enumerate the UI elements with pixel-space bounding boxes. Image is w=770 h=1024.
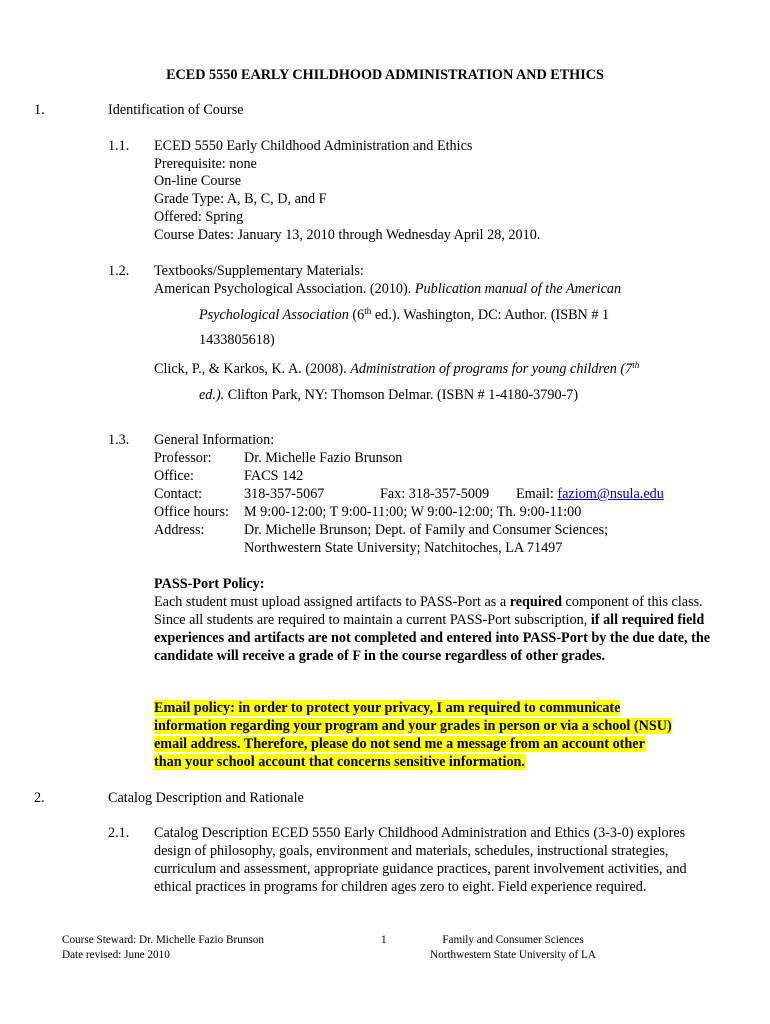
section-1-heading: Identification of Course [108,102,244,118]
email-policy-line-4: than your school account that concerns sensitive information. [154,754,525,770]
footer-date-revised: Date revised: June 2010 [62,949,170,961]
address-line-1: Dr. Michelle Brunson; Dept. of Family and Consumer Sciences; [244,522,609,538]
reference-1-line-2: Psychological Association (6th ed.). Washington, DC: Author. (ISBN # 1 [199,306,610,323]
contact-label: Contact: [154,486,203,502]
office-hours-label: Office hours: [154,504,229,520]
subsection-1-1-number: 1.1. [108,138,130,154]
address-label: Address: [154,522,205,538]
passport-heading: PASS-Port Policy: [154,576,265,592]
office-value: FACS 142 [244,468,304,484]
email-policy-line-3: email address. Therefore, please do not send me a message from an account other [154,736,645,752]
reference-2-line-2: ed.). Clifton Park, NY: Thomson Delmar. (ISBN # 1-4180-3790-7) [199,387,579,403]
professor-label: Professor: [154,450,212,466]
footer-page-number: 1 [381,934,387,946]
reference-1-title-part-2: Psychological Association [199,307,349,323]
reference-1-title-part-1: Publication manual of the American [414,281,622,297]
footer-department: Family and Consumer Sciences [442,934,584,946]
section-1-number: 1. [34,102,45,118]
office-label: Office: [154,468,194,484]
subsection-1-2-number: 1.2. [108,263,130,279]
phone-number: 318-357-5067 [244,486,325,502]
fax-number: Fax: 318-357-5009 [380,486,490,502]
section-2-heading: Catalog Description and Rationale [108,790,304,806]
footer-course-steward: Course Steward: Dr. Michelle Fazio Brunson [62,934,264,946]
subsection-1-3-number: 1.3. [108,432,130,448]
general-info-heading: General Information: [154,432,275,448]
catalog-description: Catalog Description ECED 5550 Early Childhood Administration and Ethics (3-3-0) explores design of philosophy, goals, environment and materials, schedules, instructional strategies, curriculum and assessment, appropriate guidance practices, parent involvement activities, and ethical practices in programs for children ages zero to eight. Field experience required. [154,825,687,895]
textbooks-heading: Textbooks/Supplementary Materials: [154,263,364,279]
reference-2-line-1: Click, P., & Karkos, K. A. (2008). Administration of programs for young children (7th [154,360,640,377]
section-2-number: 2. [34,790,45,806]
course-name-line: ECED 5550 Early Childhood Administration and Ethics [154,138,473,154]
reference-1-isbn: 1433805618) [199,332,275,348]
grade-type-line: Grade Type: A, B, C, D, and F [154,191,327,207]
offered-line: Offered: Spring [154,209,244,225]
passport-policy-text: Each student must upload assigned artifacts to PASS-Port as a required component of this class. Since all students are required to maintain a current PASS-Port subscription, if all required field experiences and artifacts are not completed and entered into PASS-Port by the due date, the candidate will receive a grade of F in the course regardless of other grades. [154,594,711,664]
email-policy-line-1: Email policy: in order to protect your privacy, I am required to communicate [154,700,621,716]
email-link[interactable]: faziom@nsula.edu [557,486,664,502]
reference-1-line-1: American Psychological Association. (2010). Publication manual of the American [154,281,622,297]
prerequisite-line: Prerequisite: none [154,156,257,172]
document-title: ECED 5550 EARLY CHILDHOOD ADMINISTRATION AND ETHICS [166,67,604,83]
email-policy-line-2: information regarding your program and your grades in person or via a school (NSU) [154,718,672,734]
subsection-2-1-number: 2.1. [108,825,130,841]
professor-name: Dr. Michelle Fazio Brunson [244,450,403,466]
course-format-line: On-line Course [154,173,242,189]
footer-university: Northwestern State University of LA [430,949,596,961]
reference-2-title: Administration of programs for young children (7th [350,360,640,377]
address-line-2: Northwestern State University; Natchitoches, LA 71497 [244,540,563,556]
office-hours-value: M 9:00-12:00; T 9:00-11:00; W 9:00-12:00; Th. 9:00-11:00 [244,504,582,520]
email-line: Email: faziom@nsula.edu [516,486,664,502]
course-dates-line: Course Dates: January 13, 2010 through Wednesday April 28, 2010. [154,227,541,243]
